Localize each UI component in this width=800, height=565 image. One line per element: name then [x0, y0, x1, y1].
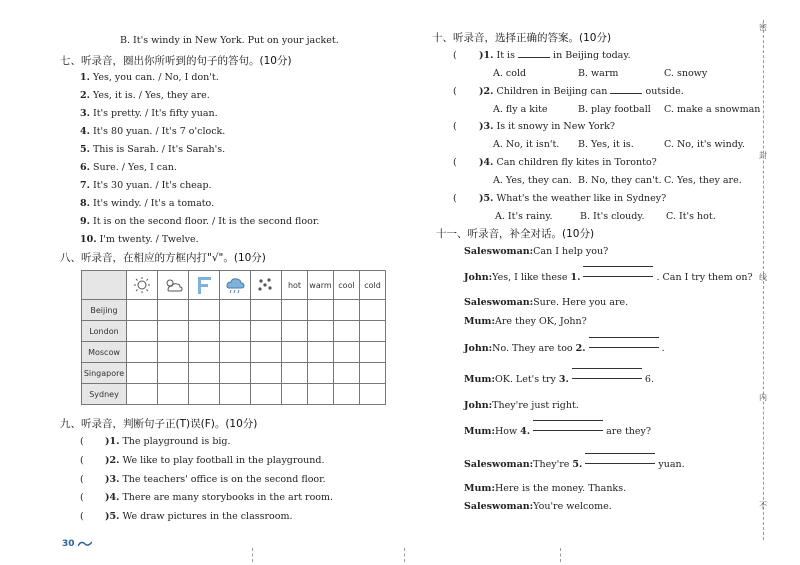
- choice-paren-open: (: [453, 50, 457, 61]
- s9-item-number: )5.: [105, 511, 120, 522]
- s10-question: [479, 193, 666, 204]
- city-label: London: [82, 321, 127, 342]
- label-cold: cold: [360, 271, 386, 300]
- blank-guide-line: [583, 266, 653, 267]
- dialogue-text: No. They are too: [492, 343, 573, 354]
- dialogue-speaker: Saleswoman:: [464, 459, 534, 470]
- blank-write-line: [589, 347, 659, 348]
- s10-option[interactable]: A. No, it isn't.: [493, 139, 560, 150]
- tf-paren-open: (: [80, 455, 84, 466]
- check-cell[interactable]: [360, 384, 386, 405]
- check-cell[interactable]: [308, 342, 334, 363]
- cloudy-sun-icon: [162, 276, 184, 294]
- dialogue-text-end: .: [661, 343, 665, 354]
- s10-question-number: )4.: [479, 157, 494, 168]
- s10-question-stem-end: in Beijing today.: [553, 50, 631, 61]
- grid-icon-cell: [127, 271, 158, 300]
- dialogue-text-end: . Can I try them on?: [656, 272, 753, 283]
- check-cell[interactable]: [189, 321, 220, 342]
- s10-question-number: )1.: [479, 50, 494, 61]
- dialogue-text-end: 6.: [644, 374, 654, 385]
- s7-item: [80, 216, 319, 227]
- check-cell[interactable]: [251, 342, 282, 363]
- check-cell[interactable]: [189, 300, 220, 321]
- check-cell[interactable]: [282, 363, 308, 384]
- grid-row: [82, 384, 386, 405]
- s9-item-text: There are many storybooks in the art room.: [122, 492, 334, 503]
- check-cell[interactable]: [282, 342, 308, 363]
- s7-item-number: 7.: [80, 180, 90, 191]
- grid-header-row: [82, 271, 386, 300]
- margin-char: 封: [759, 151, 767, 160]
- check-cell[interactable]: [334, 384, 360, 405]
- footer-tick: [252, 548, 253, 562]
- blank-number: 4.: [520, 426, 531, 437]
- blank-write-line: [572, 378, 642, 379]
- grid-icon-cell: [220, 271, 251, 300]
- s10-question-stem: What's the weather like in Sydney?: [496, 193, 667, 204]
- grid-row: [82, 300, 386, 321]
- section10-title: 十、听录音，选择正确的答案。(10分): [432, 32, 612, 44]
- s7-item-number: 4.: [80, 126, 90, 137]
- choice-paren-open: (: [453, 157, 457, 168]
- s10-option[interactable]: A. fly a kite: [493, 104, 548, 115]
- choice-paren-open: (: [453, 121, 457, 132]
- tf-paren-open: (: [80, 492, 84, 503]
- s9-item-number: )1.: [105, 436, 120, 447]
- grid-corner-cell: [82, 271, 127, 300]
- dialogue-line: [464, 424, 651, 437]
- dialogue-line: [464, 483, 626, 494]
- check-cell[interactable]: [282, 300, 308, 321]
- check-cell[interactable]: [127, 342, 158, 363]
- check-cell[interactable]: [334, 363, 360, 384]
- dialogue-line: [464, 501, 612, 512]
- page-number: [62, 539, 92, 549]
- dialogue-line: [464, 341, 665, 354]
- s10-question: [479, 50, 630, 61]
- grid-icon-cell: [251, 271, 282, 300]
- top-answer-line: B. It's windy in New York. Put on your jacket.: [120, 35, 339, 46]
- answer-blank[interactable]: [533, 424, 603, 434]
- s7-item-text: It is on the second floor. / It is the second floor.: [92, 216, 320, 227]
- s10-option[interactable]: C. Yes, they are.: [664, 175, 742, 186]
- s7-item-number: 8.: [80, 198, 90, 209]
- s10-option[interactable]: C. snowy: [664, 68, 708, 79]
- s7-item-number: 5.: [80, 144, 90, 155]
- check-cell[interactable]: [282, 321, 308, 342]
- footer-tick: [560, 548, 561, 562]
- dialogue-text: They're just right.: [492, 400, 579, 411]
- s9-item: [105, 492, 333, 503]
- s9-item: [105, 455, 325, 466]
- s9-item-text: We draw pictures in the classroom.: [122, 511, 293, 522]
- dialogue-line: [464, 457, 685, 470]
- check-cell[interactable]: [158, 384, 189, 405]
- dialogue-text: How: [494, 426, 518, 437]
- page-number-text: 30: [62, 539, 75, 549]
- dialogue-line: [464, 316, 587, 327]
- s7-item: [80, 108, 218, 119]
- check-cell[interactable]: [282, 384, 308, 405]
- s10-option[interactable]: A. cold: [493, 68, 527, 79]
- blank-number: 1.: [570, 272, 581, 283]
- windy-flag-icon: [193, 275, 215, 295]
- label-hot: hot: [282, 271, 308, 300]
- city-label: Moscow: [82, 342, 127, 363]
- s7-item-number: 9.: [80, 216, 90, 227]
- s7-item-text: It's 30 yuan. / It's cheap.: [92, 180, 212, 191]
- s9-item-number: )2.: [105, 455, 120, 466]
- check-cell[interactable]: [360, 363, 386, 384]
- s9-item-number: )4.: [105, 492, 120, 503]
- section9-title: 九、听录音，判断句子正(T)误(F)。(10分): [60, 418, 258, 430]
- check-cell[interactable]: [360, 321, 386, 342]
- s7-item: [80, 144, 225, 155]
- s10-question: [479, 86, 684, 97]
- blank-number: 3.: [558, 374, 569, 385]
- check-cell[interactable]: [220, 384, 251, 405]
- s10-option[interactable]: A. It's rainy.: [495, 211, 553, 222]
- check-cell[interactable]: [220, 363, 251, 384]
- blank-write-line: [583, 276, 653, 277]
- check-cell[interactable]: [251, 300, 282, 321]
- s9-item: [105, 511, 293, 522]
- rainy-cloud-icon: [223, 275, 247, 295]
- blank-guide-line: [589, 337, 659, 338]
- check-cell[interactable]: [334, 300, 360, 321]
- answer-blank[interactable]: [583, 270, 653, 280]
- check-cell[interactable]: [158, 300, 189, 321]
- dialogue-speaker: Saleswoman:: [464, 297, 534, 308]
- dialogue-speaker: Mum:: [464, 426, 495, 437]
- check-cell[interactable]: [251, 363, 282, 384]
- check-cell[interactable]: [251, 384, 282, 405]
- city-label: Sydney: [82, 384, 127, 405]
- blank-guide-line: [585, 453, 655, 454]
- s9-item: [105, 474, 326, 485]
- s7-item: [80, 126, 225, 137]
- dialogue-text-end: yuan.: [658, 459, 685, 470]
- s7-item-text: Yes, you can. / No, I don't.: [92, 72, 219, 83]
- s7-item: [80, 198, 214, 209]
- dialogue-speaker: Mum:: [464, 374, 495, 385]
- s7-item: [80, 234, 199, 245]
- s9-item-number: )3.: [105, 474, 120, 485]
- grid-row: [82, 342, 386, 363]
- check-cell[interactable]: [127, 363, 158, 384]
- s10-option[interactable]: C. No, it's windy.: [664, 139, 745, 150]
- dialogue-speaker: John:: [464, 343, 493, 354]
- dialogue-text: You're welcome.: [533, 501, 612, 512]
- margin-char: 内: [759, 393, 767, 402]
- dialogue-speaker: John:: [464, 400, 493, 411]
- check-cell[interactable]: [127, 321, 158, 342]
- dialogue-text: Here is the money. Thanks.: [494, 483, 627, 494]
- check-cell[interactable]: [308, 384, 334, 405]
- page-wave-icon: [78, 540, 92, 548]
- dialogue-speaker: Saleswoman:: [464, 246, 534, 257]
- dialogue-text: They're: [533, 459, 570, 470]
- s7-item-number: 3.: [80, 108, 90, 119]
- s10-option[interactable]: B. It's cloudy.: [580, 211, 645, 222]
- check-cell[interactable]: [158, 363, 189, 384]
- s7-item-text: This is Sarah. / It's Sarah's.: [92, 144, 226, 155]
- city-label: Singapore: [82, 363, 127, 384]
- dialogue-text: OK. Let's try: [494, 374, 556, 385]
- s10-question-stem: It is: [496, 50, 515, 61]
- s9-item: [105, 436, 231, 447]
- margin-char: 密: [759, 23, 767, 32]
- s10-question-number: )2.: [479, 86, 494, 97]
- s10-option[interactable]: C. It's hot.: [666, 211, 716, 222]
- check-cell[interactable]: [220, 300, 251, 321]
- dialogue-text: Can I help you?: [533, 246, 609, 257]
- tf-paren-open: (: [80, 511, 84, 522]
- s10-question-number: )5.: [479, 193, 494, 204]
- check-cell[interactable]: [308, 363, 334, 384]
- dialogue-line: [464, 270, 753, 283]
- s7-item-text: It's windy. / It's a tomato.: [92, 198, 215, 209]
- check-cell[interactable]: [189, 342, 220, 363]
- check-cell[interactable]: [189, 384, 220, 405]
- s7-item-number: 10.: [80, 234, 97, 245]
- dialogue-text: Sure. Here you are.: [533, 297, 629, 308]
- label-warm: warm: [308, 271, 334, 300]
- check-cell[interactable]: [308, 321, 334, 342]
- choice-paren-open: (: [453, 193, 457, 204]
- check-cell[interactable]: [127, 384, 158, 405]
- blank-number: 5.: [572, 459, 583, 470]
- dialogue-speaker: Saleswoman:: [464, 501, 534, 512]
- answer-blank[interactable]: [585, 457, 655, 467]
- tf-paren-open: (: [80, 436, 84, 447]
- check-cell[interactable]: [251, 321, 282, 342]
- s9-item-text: We like to play football in the playground.: [122, 455, 325, 466]
- s10-question-number: )3.: [479, 121, 494, 132]
- check-cell[interactable]: [360, 342, 386, 363]
- check-cell[interactable]: [308, 300, 334, 321]
- dialogue-text-end: are they?: [606, 426, 652, 437]
- s10-option[interactable]: B. Yes, it is.: [578, 139, 634, 150]
- dialogue-speaker: John:: [464, 272, 493, 283]
- s10-option[interactable]: B. play football: [578, 104, 651, 115]
- section11-title: 十一、听录音，补全对话。(10分): [436, 228, 595, 240]
- check-cell[interactable]: [360, 300, 386, 321]
- s10-question: [479, 121, 615, 132]
- grid-icon-cell: [158, 271, 189, 300]
- s7-item: [80, 162, 177, 173]
- tf-paren-open: (: [80, 474, 84, 485]
- snowy-icon: [255, 276, 277, 294]
- label-cool: cool: [334, 271, 360, 300]
- check-cell[interactable]: [127, 300, 158, 321]
- s10-question-stem: Children in Beijing can: [496, 86, 608, 97]
- dialogue-text: Are they OK, John?: [494, 316, 587, 327]
- s7-item-number: 2.: [80, 90, 90, 101]
- dialogue-speaker: Mum:: [464, 483, 495, 494]
- dialogue-line: [464, 372, 654, 385]
- s7-item-text: It's pretty. / It's fifty yuan.: [92, 108, 218, 119]
- s7-item-text: I'm twenty. / Twelve.: [99, 234, 199, 245]
- check-cell[interactable]: [220, 321, 251, 342]
- dialogue-line: [464, 297, 628, 308]
- footer-tick: [404, 548, 405, 562]
- s9-item-text: The playground is big.: [122, 436, 231, 447]
- dialogue-line: [464, 400, 579, 411]
- check-cell[interactable]: [189, 363, 220, 384]
- answer-blank[interactable]: [589, 341, 659, 351]
- dialogue-speaker: Mum:: [464, 316, 495, 327]
- check-cell[interactable]: [158, 321, 189, 342]
- s7-item-text: Yes, it is. / Yes, they are.: [92, 90, 210, 101]
- blank-write-line: [585, 463, 655, 464]
- grid-row: [82, 363, 386, 384]
- s7-item: [80, 72, 219, 83]
- check-cell[interactable]: [220, 342, 251, 363]
- s10-option[interactable]: B. No, they can't.: [578, 175, 662, 186]
- s10-question-stem: Is it snowy in New York?: [496, 121, 616, 132]
- s7-item-number: 6.: [80, 162, 90, 173]
- s10-option[interactable]: B. warm: [578, 68, 619, 79]
- dialogue-line: [464, 246, 608, 257]
- blank-guide-line: [533, 420, 603, 421]
- section7-title: 七、听录音，圈出你所听到的句子的答句。(10分): [60, 55, 292, 67]
- check-cell[interactable]: [158, 342, 189, 363]
- answer-blank[interactable]: [518, 57, 550, 58]
- answer-blank[interactable]: [610, 93, 642, 94]
- check-cell[interactable]: [334, 321, 360, 342]
- margin-char: 线: [759, 273, 767, 282]
- s10-option[interactable]: A. Yes, they can.: [493, 175, 572, 186]
- margin-char: 不: [759, 501, 767, 510]
- s10-option[interactable]: C. make a snowman: [664, 104, 761, 115]
- section8-title: 八、听录音，在相应的方框内打"√"。(10分): [60, 252, 266, 264]
- blank-write-line: [533, 430, 603, 431]
- weather-grid: [81, 270, 386, 405]
- check-cell[interactable]: [334, 342, 360, 363]
- s10-question-stem: Can children fly kites in Toronto?: [496, 157, 657, 168]
- s10-question-stem-end: outside.: [645, 86, 684, 97]
- s7-item-number: 1.: [80, 72, 90, 83]
- dialogue-text: Yes, I like these: [492, 272, 568, 283]
- s9-item-text: The teachers' office is on the second floor.: [122, 474, 326, 485]
- s7-item-text: It's 80 yuan. / It's 7 o'clock.: [92, 126, 226, 137]
- s7-item: [80, 90, 210, 101]
- city-label: Beijing: [82, 300, 127, 321]
- grid-icon-cell: [189, 271, 220, 300]
- blank-guide-line: [572, 368, 642, 369]
- choice-paren-open: (: [453, 86, 457, 97]
- blank-number: 2.: [575, 343, 586, 354]
- answer-blank[interactable]: [572, 372, 642, 382]
- s10-question: [479, 157, 657, 168]
- s7-item-text: Sure. / Yes, I can.: [92, 162, 177, 173]
- sunny-icon: [131, 276, 153, 294]
- grid-row: [82, 321, 386, 342]
- s7-item: [80, 180, 212, 191]
